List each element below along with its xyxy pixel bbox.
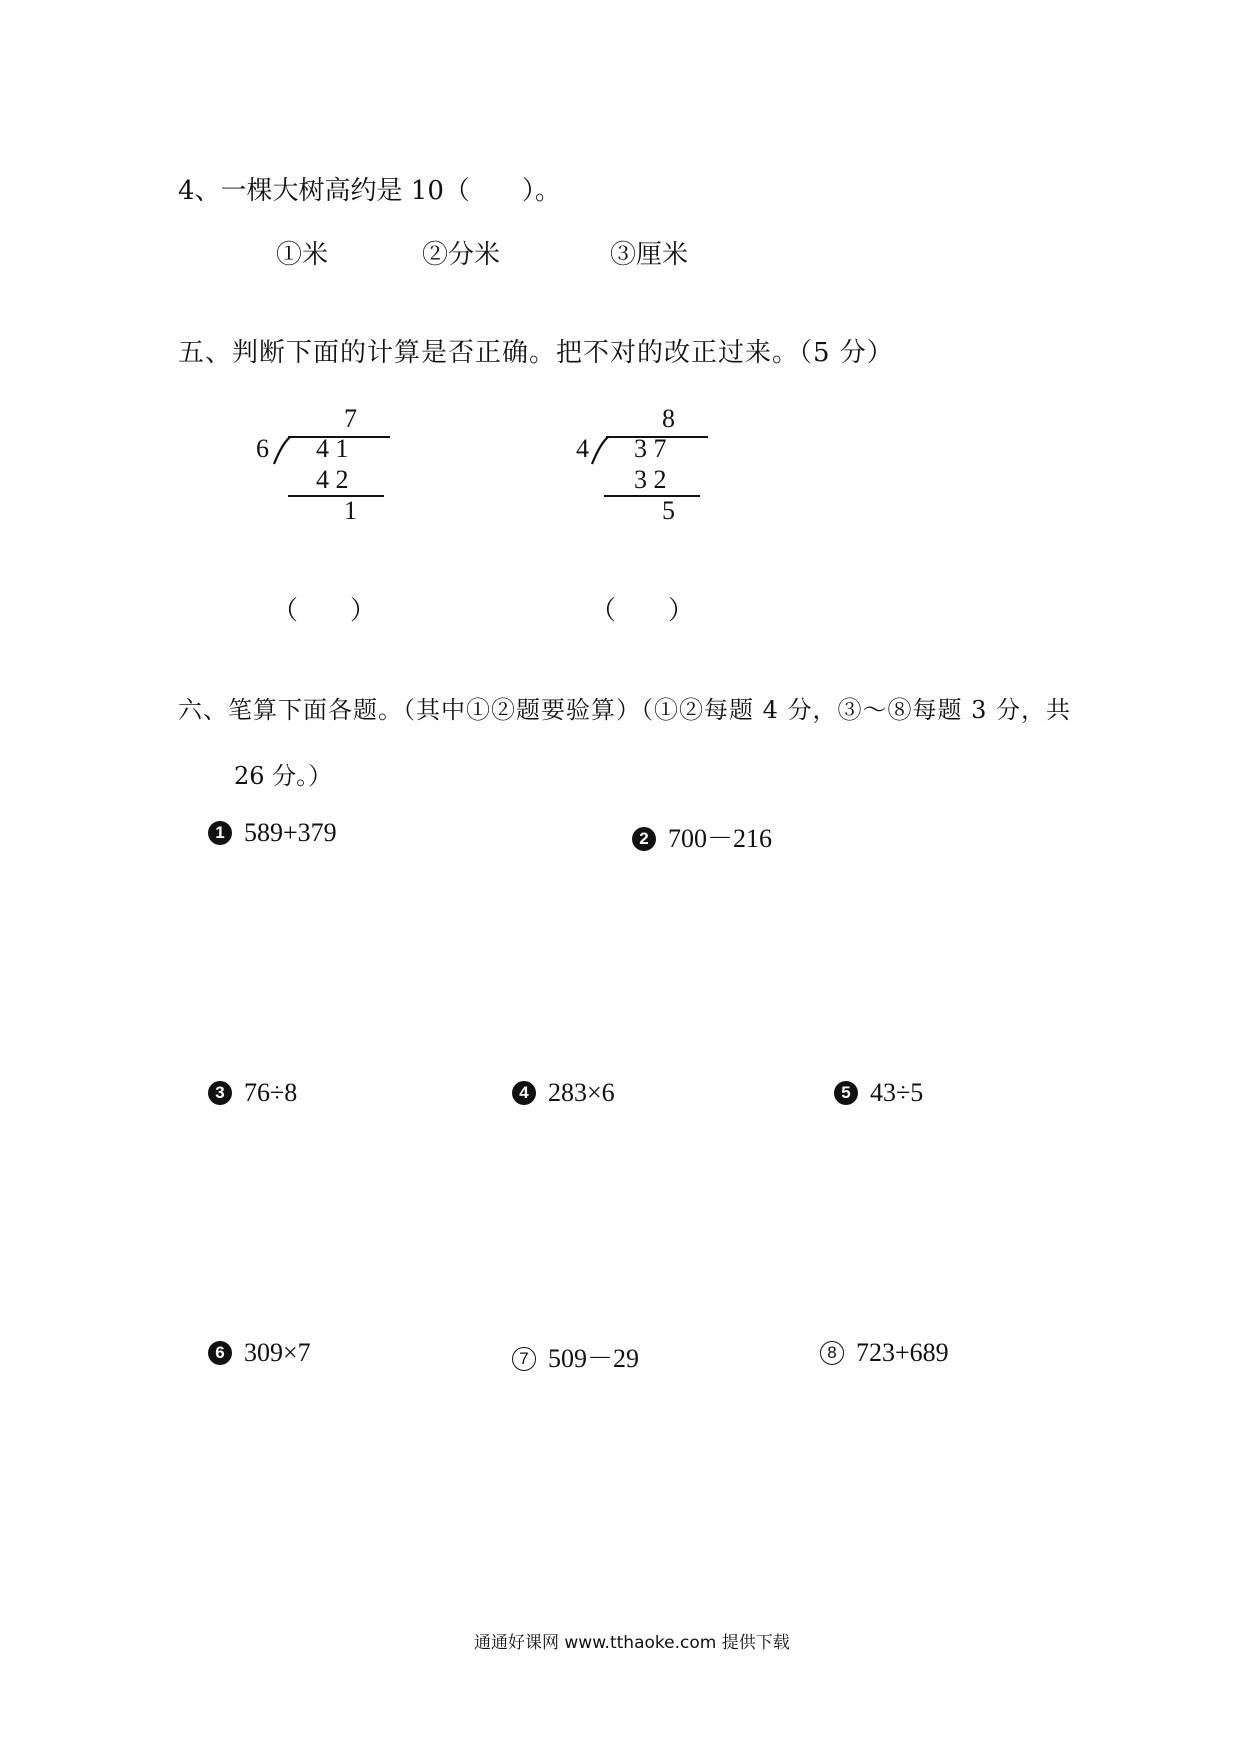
problem-5-expr: 43÷5: [870, 1078, 924, 1107]
option-2: ②分米: [422, 240, 501, 270]
footer-text: 通通好课网 www.tthaoke.com 提供下载: [474, 1633, 790, 1653]
section-5-title: 五、判断下面的计算是否正确。把不对的改正过来。（5 分）: [178, 338, 894, 368]
problem-2-expr: 700－216: [668, 824, 773, 853]
option-3: ③厘米: [610, 240, 689, 270]
division-2-subtraction-line: [604, 495, 700, 497]
problem-1: [208, 818, 337, 848]
problem-4-expr: 283×6: [548, 1078, 615, 1107]
problem-7-expr: 509－29: [548, 1344, 640, 1373]
problem-marker-3: 3: [208, 1081, 232, 1105]
problem-marker-4: 4: [512, 1081, 536, 1105]
option-1: ①米: [276, 240, 329, 270]
division-1-dividend: 4 1: [316, 434, 349, 463]
problem-2: [632, 818, 772, 855]
division-1-answer-paren[interactable]: （ ）: [272, 596, 377, 626]
division-2-remainder: 5: [662, 496, 675, 525]
section-6-title-line-1: 六、笔算下面各题。（其中①②题要验算）（①②每题 4 分，③～⑧每题 3 分，共: [178, 696, 1072, 724]
problem-marker-6: 6: [208, 1341, 232, 1365]
section-6-title-line-2: 26 分。）: [234, 762, 333, 790]
division-2-quotient: 8: [662, 404, 675, 433]
problem-6: [208, 1338, 311, 1368]
problem-6-expr: 309×7: [244, 1338, 311, 1367]
division-2-dividend: 3 7: [634, 434, 667, 463]
division-1-remainder: 1: [344, 496, 357, 525]
problem-7: [512, 1338, 639, 1375]
problem-5: [834, 1078, 923, 1108]
problem-marker-2: 2: [632, 827, 656, 851]
problem-1-expr: 589+379: [244, 818, 337, 847]
division-1-divisor: 6: [256, 434, 269, 463]
problem-marker-8: 8: [820, 1341, 844, 1365]
division-2-bracket: [588, 436, 612, 466]
problem-4: [512, 1078, 615, 1108]
division-1-bracket: [270, 436, 294, 466]
division-2-product: 3 2: [634, 465, 667, 494]
division-2-answer-paren[interactable]: （ ）: [590, 596, 695, 626]
problem-marker-5: 5: [834, 1081, 858, 1105]
problem-marker-1: 1: [208, 821, 232, 845]
division-1-subtraction-line: [288, 495, 384, 497]
division-1-quotient: 7: [344, 404, 357, 433]
question-4-text: 4、一棵大树高约是 10（ ）。: [178, 176, 561, 206]
problem-8: [820, 1338, 949, 1368]
problem-8-expr: 723+689: [856, 1338, 949, 1367]
problem-3-expr: 76÷8: [244, 1078, 298, 1107]
division-1-product: 4 2: [316, 465, 349, 494]
problem-marker-7: 7: [512, 1347, 536, 1371]
division-2-divisor: 4: [576, 434, 589, 463]
problem-3: [208, 1078, 297, 1108]
